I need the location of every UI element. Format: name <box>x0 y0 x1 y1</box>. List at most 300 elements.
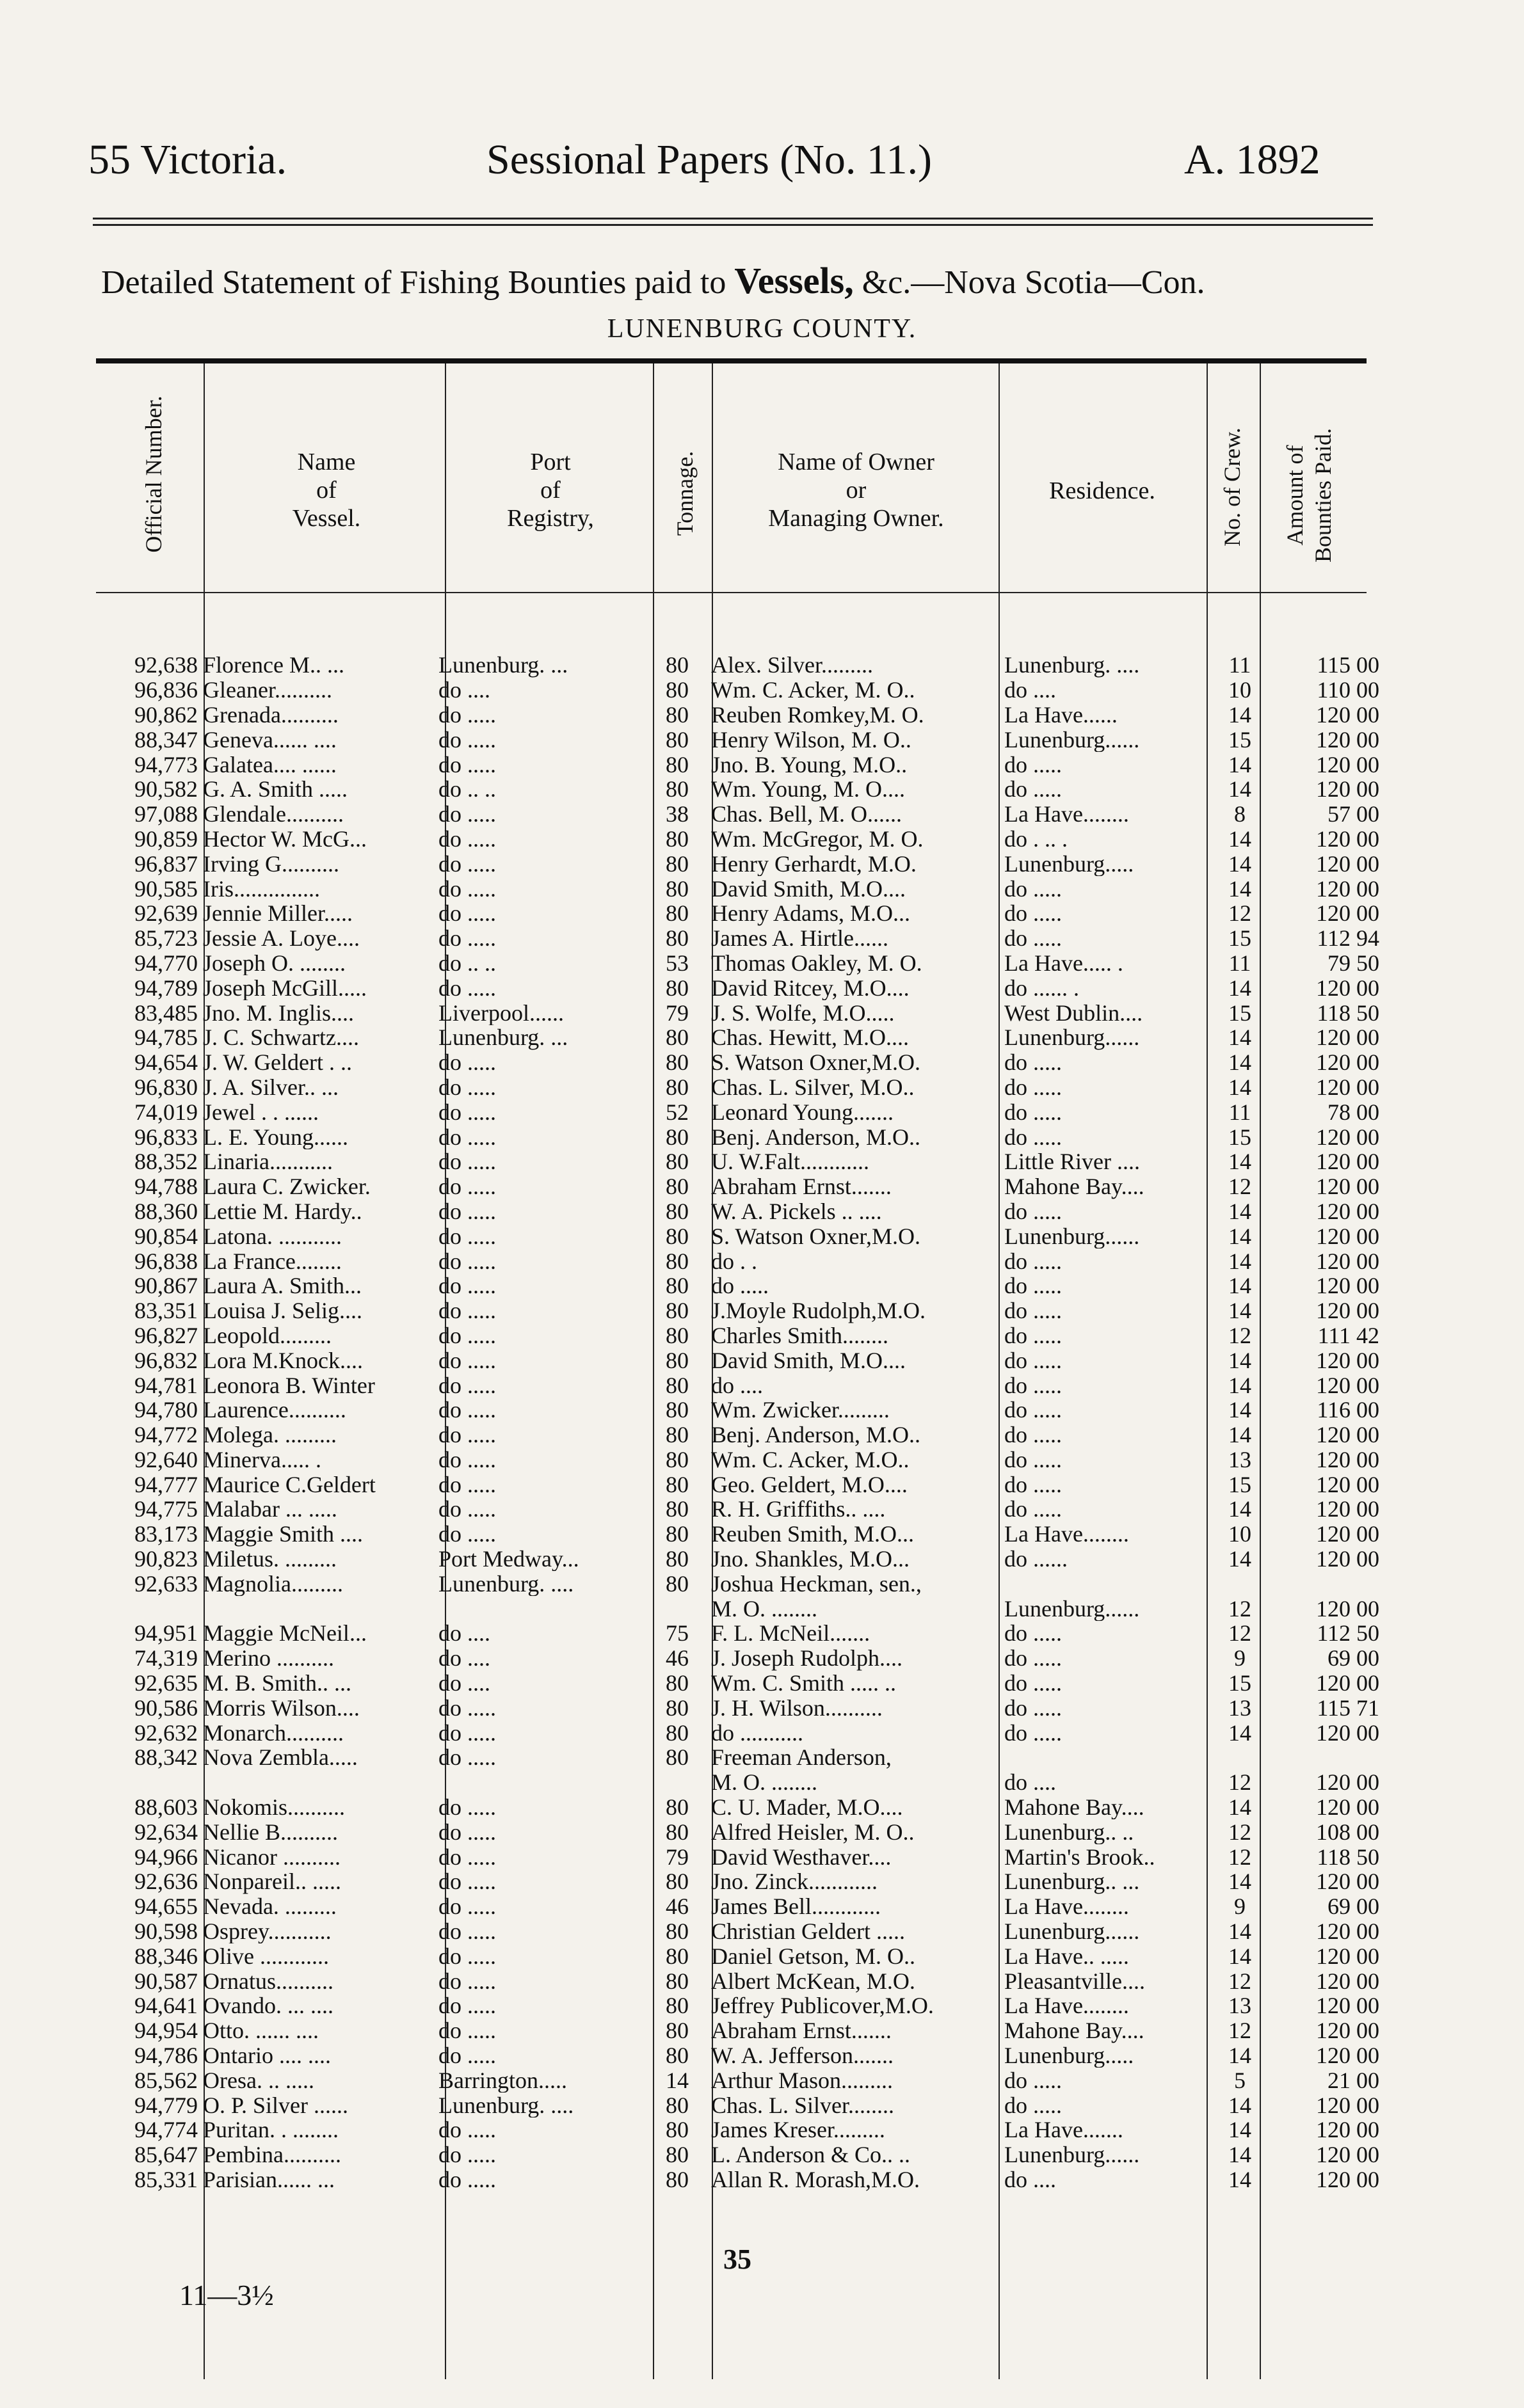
port-of-registry-cell: do ..... <box>438 1149 496 1174</box>
residence-cell: do ..... <box>1004 2093 1062 2118</box>
table-row <box>96 1248 1382 1273</box>
port-of-registry-cell: do ..... <box>438 1049 496 1075</box>
residence-cell: do ..... <box>1004 1670 1062 1696</box>
vessel-name-cell: Laurence.......... <box>203 1397 346 1423</box>
owner-name-cell: Jno. Zinck............ <box>711 1869 878 1894</box>
table-row <box>96 876 1382 901</box>
amount-paid-cell: 120 00 <box>1316 1596 1379 1622</box>
vessel-name-cell: Latona. ........... <box>203 1224 342 1249</box>
tonnage-cell: 80 <box>666 2018 689 2043</box>
owner-name-cell: David Smith, M.O.... <box>711 876 906 901</box>
col-amount-line: Bounties Paid. <box>1310 428 1336 563</box>
table-row <box>96 727 1382 752</box>
tonnage-cell: 80 <box>666 1819 689 1845</box>
official-number-cell: 96,830 <box>134 1074 198 1100</box>
residence-cell: Mahone Bay.... <box>1004 2018 1144 2043</box>
residence-cell: do .... <box>1004 1769 1056 1795</box>
port-of-registry-cell: do ..... <box>438 801 496 827</box>
vessel-name-cell: Laura C. Zwicker. <box>203 1174 371 1199</box>
table-row <box>96 1050 1382 1075</box>
vessel-name-cell: Joseph O. ........ <box>203 950 346 976</box>
table-row <box>96 653 1382 678</box>
residence-cell: do ..... <box>1004 1273 1062 1298</box>
tonnage-cell: 79 <box>666 1000 689 1025</box>
owner-name-cell: W. A. Pickels .. .... <box>711 1199 882 1224</box>
crew-cell: 14 <box>1228 2117 1251 2142</box>
col-amount-line: Amount of <box>1282 445 1308 546</box>
residence-cell: Lunenburg.. .. <box>1004 1819 1134 1845</box>
owner-name-cell: Chas. L. Silver, M.O.. <box>711 1074 915 1100</box>
port-of-registry-cell: do ..... <box>438 1968 496 1994</box>
owner-name-cell: L. Anderson & Co.. .. <box>711 2142 910 2167</box>
crew-cell: 14 <box>1228 702 1251 728</box>
header-bottom-rule <box>96 592 1367 593</box>
port-of-registry-cell <box>436 1770 646 1795</box>
crew-cell: 14 <box>1228 752 1251 777</box>
crew-cell <box>1212 1745 1268 1770</box>
header-rule-top <box>93 218 1373 219</box>
residence-cell: La Have........ <box>1004 801 1129 827</box>
tonnage-cell: 80 <box>666 1720 689 1746</box>
owner-name-cell: Henry Adams, M.O... <box>711 900 910 926</box>
tonnage-cell: 80 <box>666 1248 689 1273</box>
vessel-name-cell: Nokomis.......... <box>203 1794 346 1820</box>
tonnage-cell: 46 <box>666 1894 689 1919</box>
crew-cell: 14 <box>1228 2093 1251 2118</box>
residence-cell: West Dublin.... <box>1004 1000 1143 1025</box>
crew-cell: 15 <box>1228 1000 1251 1025</box>
owner-name-cell: M. O. ........ <box>711 1769 818 1795</box>
amount-paid-cell: 120 00 <box>1316 1373 1379 1398</box>
amount-paid-cell: 120 00 <box>1316 2093 1379 2118</box>
amount-paid-cell <box>1268 1745 1382 1770</box>
port-of-registry-cell: do ..... <box>438 2018 496 2043</box>
official-number-cell: 92,635 <box>134 1670 198 1696</box>
owner-name-cell: J. H. Wilson.......... <box>711 1695 883 1721</box>
crew-cell: 9 <box>1234 1645 1246 1671</box>
table-row <box>96 1224 1382 1248</box>
crew-cell: 15 <box>1228 925 1251 951</box>
vessel-name-cell: L. E. Young...... <box>203 1124 349 1149</box>
owner-name-cell: do .... <box>711 1373 763 1398</box>
col-owner-line: or <box>846 477 867 504</box>
vessel-name-cell: Lora M.Knock.... <box>203 1348 363 1373</box>
amount-paid-cell: 112 50 <box>1317 1621 1379 1646</box>
owner-name-cell: Daniel Getson, M. O.. <box>711 1943 915 1969</box>
owner-name-cell: Chas. Bell, M. O...... <box>711 801 902 827</box>
vessel-name-cell: Nevada. ......... <box>203 1894 337 1919</box>
official-number-cell: 92,633 <box>134 1571 198 1597</box>
tonnage-cell: 80 <box>666 975 689 1001</box>
table-row <box>96 1720 1382 1745</box>
col-name-of-vessel <box>211 448 442 532</box>
owner-name-cell: Geo. Geldert, M.O.... <box>711 1472 908 1497</box>
amount-paid-cell: 116 00 <box>1317 1397 1379 1423</box>
owner-name-cell: Albert McKean, M.O. <box>711 1968 915 1994</box>
official-number-cell: 74,319 <box>134 1645 198 1671</box>
title-detailed: Detailed <box>101 264 214 301</box>
official-number-cell: 94,773 <box>134 752 198 777</box>
crew-cell: 12 <box>1228 1596 1251 1622</box>
owner-name-cell: David Westhaver.... <box>711 1844 892 1870</box>
official-number-cell: 92,638 <box>134 653 198 678</box>
header-rule-bottom <box>93 224 1373 226</box>
amount-paid-cell: 118 50 <box>1317 1844 1379 1870</box>
owner-name-cell: M. O. ........ <box>711 1596 818 1622</box>
crew-cell: 13 <box>1228 1993 1251 2018</box>
port-of-registry-cell: Lunenburg. ... <box>438 653 568 678</box>
port-of-registry-cell: do .... <box>438 1670 490 1696</box>
amount-paid-cell: 120 00 <box>1316 975 1379 1001</box>
residence-cell: Lunenburg...... <box>1004 2142 1140 2167</box>
owner-name-cell: F. L. McNeil....... <box>711 1621 870 1646</box>
crew-cell: 13 <box>1228 1695 1251 1721</box>
table-row <box>96 1571 1382 1596</box>
residence-cell <box>1002 1571 1212 1596</box>
residence-cell: do ..... <box>1004 1397 1062 1423</box>
tonnage-cell: 80 <box>666 1497 689 1522</box>
official-number-cell: 92,640 <box>134 1447 198 1472</box>
owner-name-cell: S. Watson Oxner,M.O. <box>711 1224 920 1249</box>
table-row <box>96 1919 1382 1944</box>
crew-cell: 14 <box>1228 1422 1251 1447</box>
crew-cell: 11 <box>1228 1099 1251 1125</box>
vessel-name-cell: Maurice C.Geldert <box>203 1472 376 1497</box>
residence-cell: Lunenburg.. ... <box>1004 1869 1140 1894</box>
vessel-name-cell: Lettie M. Hardy.. <box>203 1199 362 1224</box>
amount-paid-cell: 79 50 <box>1327 950 1379 976</box>
crew-cell: 11 <box>1228 653 1251 678</box>
table-row <box>96 1472 1382 1497</box>
residence-cell: do ..... <box>1004 1049 1062 1075</box>
col-tonnage: Tonnage. <box>672 451 698 536</box>
table-row <box>96 975 1382 1000</box>
owner-name-cell: J. S. Wolfe, M.O..... <box>711 1000 895 1025</box>
col-name-line: Name <box>297 449 356 475</box>
owner-name-cell: James Bell............ <box>711 1894 881 1919</box>
official-number-cell: 96,838 <box>134 1248 198 1273</box>
owner-name-cell: Joshua Heckman, sen., <box>711 1571 922 1597</box>
table-row <box>96 2093 1382 2117</box>
table-row <box>96 1671 1382 1696</box>
official-number-cell: 96,837 <box>134 851 198 877</box>
vessel-name-cell: Linaria........... <box>203 1149 333 1174</box>
amount-paid-cell: 120 00 <box>1316 1918 1379 1944</box>
crew-cell: 15 <box>1228 1124 1251 1149</box>
official-number-cell: 96,833 <box>134 1124 198 1149</box>
crew-cell: 14 <box>1228 975 1251 1001</box>
official-number-cell: 94,780 <box>134 1397 198 1423</box>
table-row <box>96 1373 1382 1398</box>
port-of-registry-cell: do ..... <box>438 1199 496 1224</box>
official-number-cell: 92,636 <box>134 1869 198 1894</box>
table-row <box>96 1124 1382 1149</box>
tonnage-cell: 80 <box>666 1794 689 1820</box>
table-row <box>96 2018 1382 2043</box>
official-number-cell: 96,832 <box>134 1348 198 1373</box>
crew-cell: 8 <box>1234 801 1246 827</box>
crew-cell: 14 <box>1228 1720 1251 1746</box>
vessel-name-cell: Nicanor .......... <box>203 1844 341 1870</box>
vessel-name-cell: Ornatus.......... <box>203 1968 333 1994</box>
col-name-line: of <box>316 477 337 504</box>
table-row <box>96 1025 1382 1050</box>
official-number-cell: 88,346 <box>134 1943 198 1969</box>
tonnage-cell: 80 <box>666 1124 689 1149</box>
official-number-cell: 92,632 <box>134 1720 198 1746</box>
crew-cell: 14 <box>1228 2043 1251 2068</box>
tonnage-cell: 80 <box>666 677 689 703</box>
table-row <box>96 1447 1382 1472</box>
vessel-name-cell: Minerva..... . <box>203 1447 321 1472</box>
port-of-registry-cell: do ..... <box>438 1323 496 1348</box>
header-right: A. 1892 <box>1184 136 1320 183</box>
tonnage-cell: 38 <box>666 801 689 827</box>
amount-paid-cell: 120 00 <box>1316 1769 1379 1795</box>
tonnage-cell: 80 <box>666 1447 689 1472</box>
table-row <box>96 2068 1382 2093</box>
residence-cell: Mahone Bay.... <box>1004 1794 1144 1820</box>
official-number-cell: 85,562 <box>134 2068 198 2093</box>
residence-cell: Lunenburg...... <box>1004 1918 1140 1944</box>
port-of-registry-cell: do ..... <box>438 752 496 777</box>
owner-name-cell: Freeman Anderson, <box>711 1745 892 1770</box>
crew-cell: 14 <box>1228 1918 1251 1944</box>
crew-cell: 14 <box>1228 1373 1251 1398</box>
residence-cell: Lunenburg...... <box>1004 1025 1140 1050</box>
tonnage-cell: 80 <box>666 1695 689 1721</box>
table-row <box>96 678 1382 703</box>
official-number-cell: 90,862 <box>134 702 198 728</box>
residence-cell: do ...... . <box>1004 975 1079 1001</box>
vessel-name-cell: Jno. M. Inglis.... <box>203 1000 355 1025</box>
crew-cell: 5 <box>1234 2068 1246 2093</box>
col-residence: Residence. <box>1049 477 1155 504</box>
table-row <box>96 2142 1382 2167</box>
tonnage-cell: 80 <box>666 925 689 951</box>
official-number-cell: 83,485 <box>134 1000 198 1025</box>
port-of-registry-cell: do ..... <box>438 851 496 877</box>
crew-cell: 12 <box>1228 1769 1251 1795</box>
owner-name-cell: Jno. Shankles, M.O... <box>711 1546 910 1572</box>
port-of-registry-cell: do ..... <box>438 1074 496 1100</box>
tonnage-cell: 80 <box>666 2167 689 2192</box>
vessel-name-cell: Louisa J. Selig.... <box>203 1298 362 1323</box>
tonnage-cell: 80 <box>666 900 689 926</box>
tonnage-cell: 80 <box>666 1745 689 1770</box>
residence-cell: Pleasantville.... <box>1004 1968 1145 1994</box>
vessel-name-cell <box>200 1770 436 1795</box>
port-of-registry-cell: do .... <box>438 1621 490 1646</box>
residence-cell: Mahone Bay.... <box>1004 1174 1144 1199</box>
table-row <box>96 2117 1382 2142</box>
table-row <box>96 1869 1382 1894</box>
amount-paid-cell: 120 00 <box>1316 1720 1379 1746</box>
residence-cell: Lunenburg...... <box>1004 1224 1140 1249</box>
residence-cell: La Have........ <box>1004 1521 1129 1547</box>
vessel-name-cell: G. A. Smith ..... <box>203 776 348 802</box>
official-number-cell: 88,347 <box>134 727 198 753</box>
residence-cell: Martin's Brook.. <box>1004 1844 1155 1870</box>
col-official-number: Official Number. <box>141 395 166 553</box>
port-of-registry-cell: do ..... <box>438 1844 496 1870</box>
title-rest: &c.—Nova Scotia—Con. <box>862 264 1205 301</box>
port-of-registry-cell: do ..... <box>438 727 496 753</box>
tonnage-cell: 80 <box>666 2142 689 2167</box>
amount-paid-cell: 120 00 <box>1316 727 1379 753</box>
vessel-name-cell: Malabar ... ..... <box>203 1497 337 1522</box>
owner-name-cell: W. A. Jefferson....... <box>711 2043 894 2068</box>
owner-name-cell: Wm. C. Smith ..... .. <box>711 1670 897 1696</box>
tonnage-cell: 80 <box>666 1149 689 1174</box>
crew-cell: 12 <box>1228 1323 1251 1348</box>
amount-paid-cell: 120 00 <box>1316 1049 1379 1075</box>
col-amount-label <box>1281 380 1337 610</box>
port-of-registry-cell: do ..... <box>438 1447 496 1472</box>
owner-name-cell: do . . <box>711 1248 757 1273</box>
official-number-cell: 92,639 <box>134 900 198 926</box>
official-number-cell: 94,775 <box>134 1497 198 1522</box>
owner-name-cell: C. U. Mader, M.O.... <box>711 1794 903 1820</box>
official-number-cell <box>96 1596 200 1621</box>
port-of-registry-cell: do .... <box>438 1645 490 1671</box>
residence-cell: do ..... <box>1004 2068 1062 2093</box>
official-number-cell: 94,655 <box>134 1894 198 1919</box>
port-of-registry-cell: Lunenburg. .... <box>438 2093 574 2118</box>
amount-paid-cell: 120 00 <box>1316 776 1379 802</box>
owner-name-cell: S. Watson Oxner,M.O. <box>711 1049 920 1075</box>
port-of-registry-cell: do ..... <box>438 1124 496 1149</box>
amount-paid-cell: 111 42 <box>1317 1323 1379 1348</box>
owner-name-cell: J.Moyle Rudolph,M.O. <box>711 1298 926 1323</box>
vessel-name-cell: Osprey........... <box>203 1918 332 1944</box>
page-header <box>0 136 1524 200</box>
port-of-registry-cell: do .... <box>438 677 490 703</box>
port-of-registry-cell <box>436 1596 646 1621</box>
official-number-cell: 92,634 <box>134 1819 198 1845</box>
table-row <box>96 1844 1382 1869</box>
port-of-registry-cell: do ..... <box>438 1993 496 2018</box>
amount-paid-cell: 120 00 <box>1316 1546 1379 1572</box>
port-of-registry-cell: do ..... <box>438 876 496 901</box>
table-row <box>96 1745 1382 1770</box>
port-of-registry-cell: Lunenburg. ... <box>438 1025 568 1050</box>
vessel-name-cell: Jennie Miller..... <box>203 900 353 926</box>
col-port-line: of <box>540 477 561 504</box>
header-center: Sessional Papers (No. 11.) <box>486 136 932 183</box>
owner-name-cell: Reuben Romkey,M. O. <box>711 702 924 728</box>
official-number-cell: 94,789 <box>134 975 198 1001</box>
residence-cell: do ..... <box>1004 1298 1062 1323</box>
amount-paid-cell: 120 00 <box>1316 1794 1379 1820</box>
owner-name-cell: Abraham Ernst....... <box>711 2018 892 2043</box>
crew-cell: 14 <box>1228 1546 1251 1572</box>
residence-cell: La Have........ <box>1004 1894 1129 1919</box>
port-of-registry-cell: do ..... <box>438 826 496 852</box>
crew-cell: 14 <box>1228 1273 1251 1298</box>
amount-paid-cell: 69 00 <box>1327 1645 1379 1671</box>
table-row <box>96 1199 1382 1224</box>
crew-cell: 14 <box>1228 1869 1251 1894</box>
owner-name-cell: Charles Smith........ <box>711 1323 888 1348</box>
tonnage-cell: 80 <box>666 2117 689 2142</box>
official-number-cell: 94,785 <box>134 1025 198 1050</box>
table-row <box>96 2167 1382 2192</box>
port-of-registry-cell: do ..... <box>438 900 496 926</box>
official-number-cell: 90,823 <box>134 1546 198 1572</box>
official-number-cell: 94,779 <box>134 2093 198 2118</box>
title-vessels: Vessels, <box>734 260 854 301</box>
amount-paid-cell: 120 00 <box>1316 2142 1379 2167</box>
owner-name-cell: Henry Gerhardt, M.O. <box>711 851 917 877</box>
port-of-registry-cell: do ..... <box>438 1943 496 1969</box>
col-owner-line: Name of Owner <box>778 449 934 475</box>
amount-paid-cell: 120 00 <box>1316 1025 1379 1050</box>
residence-cell: do ..... <box>1004 1323 1062 1348</box>
crew-cell: 15 <box>1228 1472 1251 1497</box>
col-owner-line: Managing Owner. <box>768 505 944 532</box>
owner-name-cell: U. W.Falt............ <box>711 1149 870 1174</box>
residence-cell: Lunenburg. .... <box>1004 653 1140 678</box>
tonnage-cell: 80 <box>666 727 689 753</box>
vessel-name-cell: Molega. ......... <box>203 1422 337 1447</box>
vessel-name-cell: Jessie A. Loye.... <box>203 925 360 951</box>
residence-cell: do ..... <box>1004 776 1062 802</box>
official-number-cell: 83,173 <box>134 1521 198 1547</box>
vessel-name-cell: Grenada.......... <box>203 702 339 728</box>
table-row <box>96 703 1382 728</box>
table-row <box>96 1993 1382 2018</box>
residence-cell: La Have..... . <box>1004 950 1123 976</box>
amount-paid-cell: 78 00 <box>1327 1099 1379 1125</box>
port-of-registry-cell: do .. .. <box>438 776 496 802</box>
port-of-registry-cell: do ..... <box>438 2167 496 2192</box>
vessel-name-cell: Laura A. Smith... <box>203 1273 362 1298</box>
crew-cell: 14 <box>1228 1049 1251 1075</box>
owner-name-cell: Wm. C. Acker, M. O.. <box>711 677 915 703</box>
crew-cell: 14 <box>1228 1025 1251 1050</box>
tonnage-cell: 80 <box>666 702 689 728</box>
tonnage-cell: 52 <box>666 1099 689 1125</box>
crew-cell: 14 <box>1228 1497 1251 1522</box>
residence-cell: do ..... <box>1004 1199 1062 1224</box>
vessel-name-cell: Maggie Smith .... <box>203 1521 363 1547</box>
port-of-registry-cell: do ..... <box>438 1794 496 1820</box>
tonnage-cell: 80 <box>666 1521 689 1547</box>
owner-name-cell: Leonard Young....... <box>711 1099 894 1125</box>
amount-paid-cell: 120 00 <box>1316 900 1379 926</box>
table-row <box>96 2043 1382 2068</box>
owner-name-cell: do ........... <box>711 1720 803 1746</box>
table-row <box>96 1423 1382 1447</box>
residence-cell: do ..... <box>1004 1720 1062 1746</box>
port-of-registry-cell: Barrington..... <box>438 2068 567 2093</box>
vessel-name-cell: M. B. Smith.. ... <box>203 1670 352 1696</box>
official-number-cell: 94,954 <box>134 2018 198 2043</box>
official-number-cell: 96,836 <box>134 677 198 703</box>
page-number: 35 <box>723 2244 751 2275</box>
tonnage-cell: 80 <box>666 1943 689 1969</box>
tonnage-cell: 80 <box>666 1993 689 2018</box>
amount-paid-cell: 120 00 <box>1316 1869 1379 1894</box>
residence-cell <box>1002 1745 1212 1770</box>
vessel-name-cell: Irving G.......... <box>203 851 339 877</box>
vessel-name-cell: Joseph McGill..... <box>203 975 367 1001</box>
amount-paid-cell: 120 00 <box>1316 1521 1379 1547</box>
official-number-cell: 94,788 <box>134 1174 198 1199</box>
title-statement: Statement of Fishing Bounties paid to <box>222 264 726 301</box>
residence-cell: do ..... <box>1004 1447 1062 1472</box>
